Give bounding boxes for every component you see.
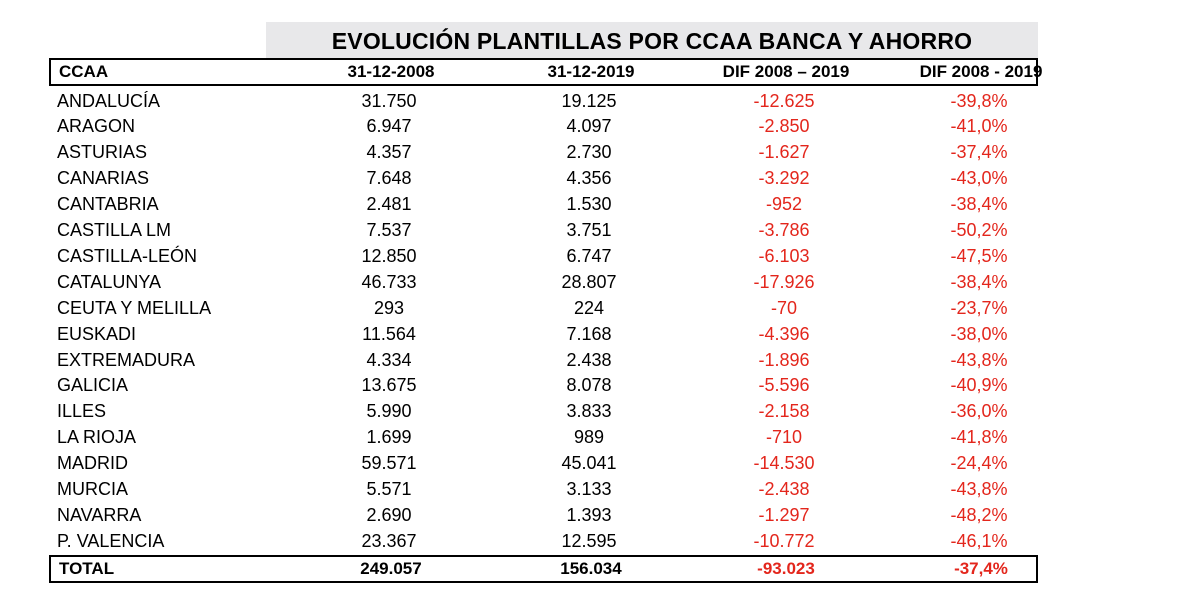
cell-plantilla-2019: 989 (573, 427, 605, 448)
table-total-row (49, 555, 1038, 583)
cell-plantilla-2008: 2.481 (366, 194, 412, 215)
cell-plantilla-2008: 13.675 (361, 375, 417, 396)
cell-plantilla-2008: 5.571 (366, 479, 412, 499)
cell-dif-pct: -43,8% (950, 349, 1008, 370)
cell-region: CASTILLA LM (57, 220, 172, 240)
cell-plantilla-2008: 7.537 (366, 220, 412, 240)
table-row (49, 166, 1038, 192)
cell-dif-abs: -5.596 (758, 375, 810, 396)
cell-dif-pct: -40,9% (950, 375, 1008, 396)
cell-region: CANTABRIA (57, 194, 159, 215)
cell-plantilla-2019: 3.833 (566, 401, 612, 422)
cell-plantilla-2019: 2.730 (566, 142, 612, 163)
cell-plantilla-2019: 19.125 (561, 90, 617, 111)
table-row (49, 140, 1038, 166)
cell-plantilla-2019: 7.168 (566, 323, 612, 344)
cell-plantilla-2019: 4.356 (566, 168, 612, 189)
cell-region: CASTILLA-LEÓN (57, 245, 198, 266)
table-row (49, 477, 1038, 503)
header-2008: 31-12-2008 (347, 62, 435, 81)
cell-region: CANARIAS (57, 168, 150, 189)
cell-plantilla-2019: 4.097 (566, 116, 612, 137)
table-row (49, 425, 1038, 451)
cell-region: ANDALUCÍA (57, 90, 161, 111)
cell-plantilla-2019: 224 (573, 297, 605, 318)
table-header-row (49, 58, 1043, 86)
cell-dif-abs: -10.772 (753, 530, 815, 551)
header-ccaa: CCAA (59, 62, 109, 81)
cell-plantilla-2019: 45.041 (561, 453, 617, 474)
cell-dif-pct: -23,7% (950, 297, 1008, 318)
cell-dif-pct: -47,5% (950, 245, 1008, 266)
cell-region: ASTURIAS (57, 142, 148, 163)
cell-dif-pct: -37,4% (950, 142, 1008, 163)
table-row (49, 269, 1038, 295)
cell-dif-pct: -46,1% (950, 530, 1008, 551)
table-row (49, 451, 1038, 477)
cell-plantilla-2008: 7.648 (366, 168, 412, 189)
table-row (49, 295, 1038, 321)
cell-region: P. VALENCIA (57, 530, 165, 551)
cell-plantilla-2019: 8.078 (566, 375, 612, 396)
total-dif-pct: -37,4% (954, 559, 1008, 578)
cell-region: NAVARRA (57, 504, 142, 525)
header-dif-pct: DIF 2008 - 2019 (919, 62, 1043, 81)
table-row (49, 528, 1038, 554)
cell-dif-abs: -952 (765, 194, 803, 215)
cell-region: EUSKADI (57, 323, 137, 344)
cell-region: ILLES (57, 401, 107, 422)
total-2008: 249.057 (360, 559, 422, 578)
cell-region: LA RIOJA (57, 427, 137, 448)
cell-dif-abs: -12.625 (753, 90, 815, 111)
table-title: EVOLUCIÓN PLANTILLAS POR CCAA BANCA Y AHORRO (331, 28, 973, 54)
cell-plantilla-2008: 4.334 (366, 349, 412, 370)
cell-dif-pct: -38,4% (950, 271, 1008, 292)
cell-plantilla-2008: 23.367 (361, 530, 417, 551)
cell-dif-pct: -36,0% (950, 401, 1008, 422)
cell-dif-abs: -70 (770, 297, 797, 318)
table-row (49, 114, 1038, 140)
cell-dif-abs: -4.396 (758, 323, 810, 344)
cell-region: GALICIA (57, 375, 129, 396)
cell-plantilla-2008: 6.947 (366, 116, 412, 137)
total-dif-abs: -93.023 (757, 559, 815, 578)
cell-dif-abs: -1.896 (758, 349, 810, 370)
cell-dif-abs: -2.158 (758, 401, 810, 422)
cell-plantilla-2008: 1.699 (366, 427, 412, 448)
cell-dif-pct: -43,0% (950, 168, 1008, 189)
cell-plantilla-2008: 5.990 (366, 401, 412, 422)
cell-dif-pct: -48,2% (950, 504, 1008, 525)
cell-region: CATALUNYA (57, 271, 162, 292)
cell-region: ARAGON (57, 116, 136, 137)
table-row (49, 347, 1038, 373)
table-row (49, 192, 1038, 218)
cell-dif-abs: -2.850 (758, 116, 810, 137)
table-row (49, 88, 1038, 114)
total-label: TOTAL (59, 559, 115, 578)
cell-plantilla-2019: 1.530 (566, 194, 612, 215)
cell-dif-pct: -50,2% (950, 220, 1008, 240)
cell-plantilla-2019: 3.751 (566, 220, 612, 240)
header-dif-abs: DIF 2008 – 2019 (722, 62, 850, 81)
cell-dif-abs: -6.103 (758, 245, 810, 266)
total-2019: 156.034 (560, 559, 622, 578)
cell-region: EXTREMADURA (57, 349, 196, 370)
cell-region: MURCIA (57, 479, 128, 499)
cell-dif-abs: -3.292 (758, 168, 810, 189)
cell-plantilla-2019: 1.393 (566, 504, 612, 525)
cell-plantilla-2008: 293 (373, 297, 405, 318)
cell-plantilla-2008: 59.571 (361, 453, 417, 474)
cell-plantilla-2019: 2.438 (566, 349, 612, 370)
cell-plantilla-2008: 4.357 (366, 142, 412, 163)
table-row (49, 321, 1038, 347)
cell-plantilla-2019: 12.595 (561, 530, 617, 551)
cell-dif-abs: -3.786 (758, 220, 810, 240)
cell-dif-abs: -710 (765, 427, 803, 448)
cell-dif-abs: -1.627 (758, 142, 810, 163)
header-2019: 31-12-2019 (547, 62, 635, 81)
cell-dif-pct: -38,4% (950, 194, 1008, 215)
table-row (49, 218, 1038, 244)
cell-dif-pct: -41,8% (950, 427, 1008, 448)
cell-dif-abs: -2.438 (758, 479, 810, 499)
cell-plantilla-2019: 3.133 (566, 479, 612, 499)
cell-dif-pct: -43,8% (950, 479, 1008, 499)
table-row (49, 399, 1038, 425)
cell-dif-abs: -17.926 (753, 271, 815, 292)
table-row (49, 243, 1038, 269)
cell-plantilla-2008: 12.850 (361, 245, 417, 266)
cell-dif-pct: -39,8% (950, 90, 1008, 111)
cell-plantilla-2019: 28.807 (561, 271, 617, 292)
cell-region: MADRID (57, 453, 128, 474)
cell-dif-abs: -14.530 (753, 453, 815, 474)
table-row (49, 502, 1038, 528)
cell-dif-abs: -1.297 (758, 504, 810, 525)
cell-dif-pct: -41,0% (950, 116, 1008, 137)
cell-plantilla-2008: 11.564 (362, 323, 416, 344)
cell-plantilla-2019: 6.747 (566, 245, 612, 266)
cell-plantilla-2008: 31.750 (361, 90, 417, 111)
cell-plantilla-2008: 46.733 (361, 271, 417, 292)
table-row (49, 373, 1038, 399)
cell-plantilla-2008: 2.690 (366, 504, 412, 525)
cell-region: CEUTA Y MELILLA (57, 297, 212, 318)
cell-dif-pct: -38,0% (950, 323, 1008, 344)
cell-dif-pct: -24,4% (950, 453, 1008, 474)
